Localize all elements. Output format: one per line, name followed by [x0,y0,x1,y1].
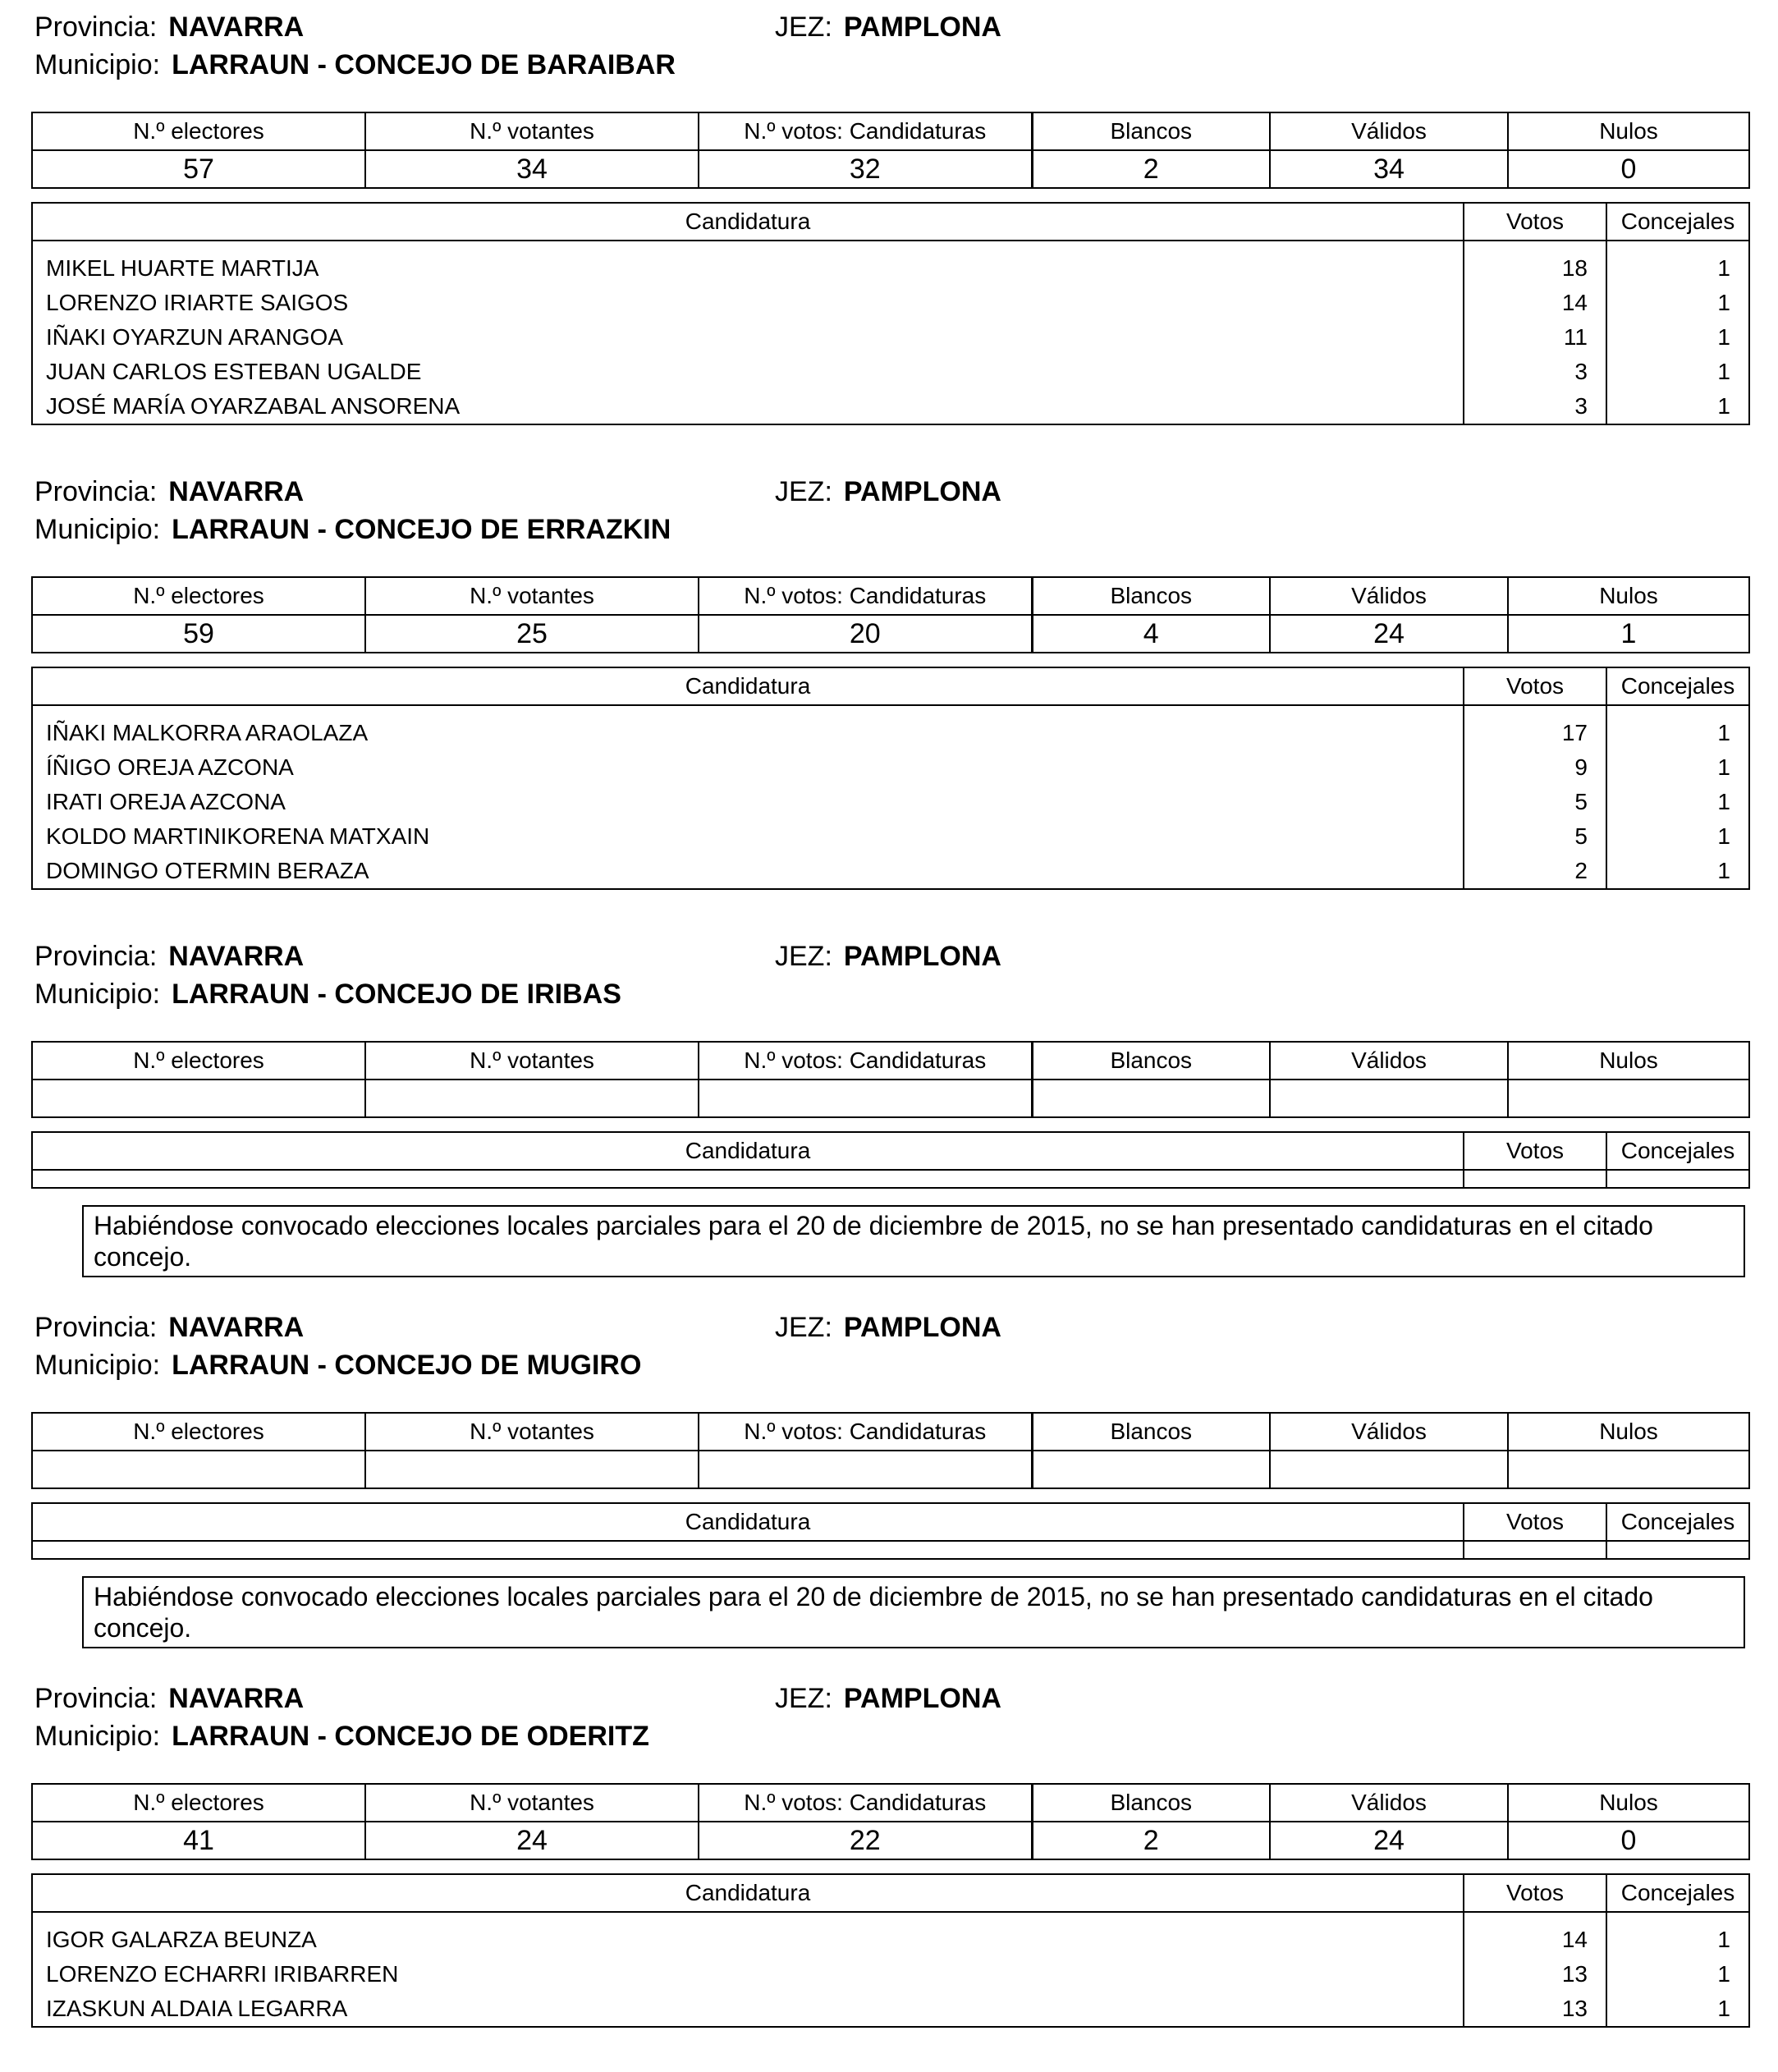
votantes-header: N.º votantes [365,1413,699,1451]
electores-header: N.º electores [32,1784,365,1822]
candidate-votos: 18 [1464,241,1606,286]
validos-header: Válidos [1270,577,1508,615]
provincia-label: Provincia: [34,1312,158,1343]
candidate-name: IÑAKI OYARZUN ARANGOA [32,320,1464,355]
blancos-value: 4 [1032,615,1270,653]
jez-value: PAMPLONA [843,941,1001,972]
table-row [32,389,1749,424]
votos-candidaturas-header: N.º votos: Candidaturas [699,577,1032,615]
jez-label: JEZ: [775,476,832,507]
validos-header: Válidos [1270,112,1508,150]
votos-header: Votos [1464,203,1606,241]
candidate-name: MIKEL HUARTE MARTIJA [32,241,1464,286]
concejales-header: Concejales [1606,1503,1749,1541]
candidate-name: LORENZO ECHARRI IRIBARREN [32,1957,1464,1992]
candidate-concejales: 1 [1606,819,1749,854]
votantes-header: N.º votantes [365,1784,699,1822]
table-row [32,1992,1749,2027]
jez-label: JEZ: [775,11,832,43]
candidate-concejales: 1 [1606,854,1749,889]
blancos-header: Blancos [1032,1784,1270,1822]
provincia-value: NAVARRA [168,1312,305,1343]
nulos-header: Nulos [1508,1042,1749,1080]
candidatura-header: Candidatura [32,667,1464,705]
provincia-value: NAVARRA [168,1683,305,1714]
votantes-value: 34 [365,150,699,188]
candidate-name: IRATI OREJA AZCONA [32,785,1464,819]
votos-header: Votos [1464,1874,1606,1912]
nulos-header: Nulos [1508,1784,1749,1822]
section-header [31,1300,1748,1379]
jez-value: PAMPLONA [843,1683,1001,1714]
concejales-header: Concejales [1606,667,1749,705]
nulos-header: Nulos [1508,577,1749,615]
table-row [32,355,1749,389]
municipio-label: Municipio: [34,1350,161,1381]
table-row [32,1912,1749,1957]
provincia-label: Provincia: [34,1683,158,1714]
concejo-section [31,1671,1748,2028]
stats-table [31,576,1750,653]
votos-header: Votos [1464,1132,1606,1170]
candidatura-header: Candidatura [32,203,1464,241]
votos-candidaturas-value [699,1080,1032,1117]
section-header [31,1671,1748,1750]
table-row [32,320,1749,355]
electores-value: 57 [32,150,365,188]
candidatura-header: Candidatura [32,1503,1464,1541]
municipio-label: Municipio: [34,979,161,1010]
candidate-concejales: 1 [1606,705,1749,750]
concejo-section [31,465,1748,890]
stats-table [31,112,1750,189]
candidate-votos: 13 [1464,1957,1606,1992]
municipio-label: Municipio: [34,1721,161,1752]
validos-header: Válidos [1270,1413,1508,1451]
nulos-value [1508,1451,1749,1488]
table-row [32,1957,1749,1992]
notice-box: Habiéndose convocado elecciones locales parciales para el 20 de diciembre de 2015, no se han presentado candidaturas en el citado concejo. [82,1205,1745,1277]
municipio-value: LARRAUN - CONCEJO DE ODERITZ [172,1721,649,1752]
votos-candidaturas-value [699,1451,1032,1488]
votantes-header: N.º votantes [365,577,699,615]
candidate-concejales: 1 [1606,1957,1749,1992]
votos-header: Votos [1464,1503,1606,1541]
candidate-name: JUAN CARLOS ESTEBAN UGALDE [32,355,1464,389]
concejales-header: Concejales [1606,1874,1749,1912]
candidate-concejales: 1 [1606,241,1749,286]
table-row [32,1170,1749,1188]
candidate-concejales: 1 [1606,1992,1749,2027]
candidates-table [31,202,1750,425]
candidates-table [31,1131,1750,1189]
candidate-votos: 9 [1464,750,1606,785]
candidate-concejales: 1 [1606,750,1749,785]
municipio-label: Municipio: [34,514,161,545]
blancos-header: Blancos [1032,1042,1270,1080]
municipio-value: LARRAUN - CONCEJO DE MUGIRO [172,1350,642,1381]
electores-value: 41 [32,1822,365,1859]
provincia-value: NAVARRA [168,476,305,507]
jez-label: JEZ: [775,941,832,972]
candidate-votos: 13 [1464,1992,1606,2027]
municipio-value: LARRAUN - CONCEJO DE IRIBAS [172,979,621,1010]
jez-label: JEZ: [775,1312,832,1343]
notice-box: Habiéndose convocado elecciones locales parciales para el 20 de diciembre de 2015, no se han presentado candidaturas en el citado concejo. [82,1576,1745,1648]
candidatura-header: Candidatura [32,1874,1464,1912]
candidate-votos: 11 [1464,320,1606,355]
provincia-label: Provincia: [34,11,158,43]
votos-candidaturas-value: 22 [699,1822,1032,1859]
candidate-concejales: 1 [1606,286,1749,320]
candidate-name: KOLDO MARTINIKORENA MATXAIN [32,819,1464,854]
concejo-section [31,929,1748,1189]
table-row [32,1541,1749,1559]
validos-header: Válidos [1270,1784,1508,1822]
electores-header: N.º electores [32,1413,365,1451]
candidate-votos: 2 [1464,854,1606,889]
votantes-value [365,1451,699,1488]
jez-label: JEZ: [775,1683,832,1714]
candidates-table [31,667,1750,890]
table-row [32,819,1749,854]
stats-table [31,1783,1750,1860]
table-row [32,750,1749,785]
nulos-value: 1 [1508,615,1749,653]
candidate-name: JOSÉ MARÍA OYARZABAL ANSORENA [32,389,1464,424]
jez-value: PAMPLONA [843,1312,1001,1343]
concejo-section [31,0,1748,425]
votantes-value: 24 [365,1822,699,1859]
candidate-concejales: 1 [1606,355,1749,389]
electores-value: 59 [32,615,365,653]
candidate-name: DOMINGO OTERMIN BERAZA [32,854,1464,889]
electores-header: N.º electores [32,1042,365,1080]
candidates-table [31,1502,1750,1560]
votos-candidaturas-header: N.º votos: Candidaturas [699,1042,1032,1080]
electores-header: N.º electores [32,577,365,615]
candidatura-header: Candidatura [32,1132,1464,1170]
votantes-value: 25 [365,615,699,653]
validos-value: 34 [1270,150,1508,188]
provincia-label: Provincia: [34,941,158,972]
stats-table [31,1412,1750,1489]
provincia-label: Provincia: [34,476,158,507]
validos-header: Válidos [1270,1042,1508,1080]
blancos-value [1032,1451,1270,1488]
blancos-header: Blancos [1032,112,1270,150]
validos-value: 24 [1270,1822,1508,1859]
candidate-concejales: 1 [1606,1912,1749,1957]
nulos-header: Nulos [1508,1413,1749,1451]
candidate-name: IGOR GALARZA BEUNZA [32,1912,1464,1957]
candidate-concejales: 1 [1606,320,1749,355]
candidate-votos: 3 [1464,355,1606,389]
candidate-votos: 5 [1464,785,1606,819]
municipio-value: LARRAUN - CONCEJO DE ERRAZKIN [172,514,671,545]
candidate-votos: 3 [1464,389,1606,424]
candidate-concejales: 1 [1606,785,1749,819]
nulos-value: 0 [1508,1822,1749,1859]
nulos-header: Nulos [1508,112,1749,150]
validos-value: 24 [1270,615,1508,653]
blancos-value [1032,1080,1270,1117]
provincia-value: NAVARRA [168,941,305,972]
candidate-name: IZASKUN ALDAIA LEGARRA [32,1992,1464,2027]
section-header [31,0,1748,79]
candidates-table [31,1873,1750,2028]
concejales-header: Concejales [1606,203,1749,241]
table-row [32,705,1749,750]
votos-candidaturas-value: 20 [699,615,1032,653]
votos-header: Votos [1464,667,1606,705]
votos-candidaturas-header: N.º votos: Candidaturas [699,1784,1032,1822]
candidate-concejales: 1 [1606,389,1749,424]
candidate-votos: 14 [1464,286,1606,320]
candidate-votos: 5 [1464,819,1606,854]
jez-value: PAMPLONA [843,11,1001,43]
candidate-name: ÍÑIGO OREJA AZCONA [32,750,1464,785]
stats-table [31,1041,1750,1118]
concejo-section [31,1300,1748,1560]
votantes-value [365,1080,699,1117]
votos-candidaturas-header: N.º votos: Candidaturas [699,112,1032,150]
section-header [31,929,1748,1008]
votantes-header: N.º votantes [365,112,699,150]
votantes-header: N.º votantes [365,1042,699,1080]
blancos-value: 2 [1032,150,1270,188]
electores-value [32,1451,365,1488]
table-row [32,241,1749,286]
candidate-votos: 14 [1464,1912,1606,1957]
nulos-value [1508,1080,1749,1117]
table-row [32,286,1749,320]
provincia-value: NAVARRA [168,11,305,43]
votos-candidaturas-value: 32 [699,150,1032,188]
candidate-name: IÑAKI MALKORRA ARAOLAZA [32,705,1464,750]
municipio-label: Municipio: [34,49,161,80]
section-header [31,465,1748,543]
blancos-header: Blancos [1032,1413,1270,1451]
concejales-header: Concejales [1606,1132,1749,1170]
votos-candidaturas-header: N.º votos: Candidaturas [699,1413,1032,1451]
validos-value [1270,1451,1508,1488]
electores-header: N.º electores [32,112,365,150]
electores-value [32,1080,365,1117]
blancos-value: 2 [1032,1822,1270,1859]
municipio-value: LARRAUN - CONCEJO DE BARAIBAR [172,49,676,80]
nulos-value: 0 [1508,150,1749,188]
table-row [32,785,1749,819]
table-row [32,854,1749,889]
candidate-name: LORENZO IRIARTE SAIGOS [32,286,1464,320]
validos-value [1270,1080,1508,1117]
jez-value: PAMPLONA [843,476,1001,507]
blancos-header: Blancos [1032,577,1270,615]
candidate-votos: 17 [1464,705,1606,750]
